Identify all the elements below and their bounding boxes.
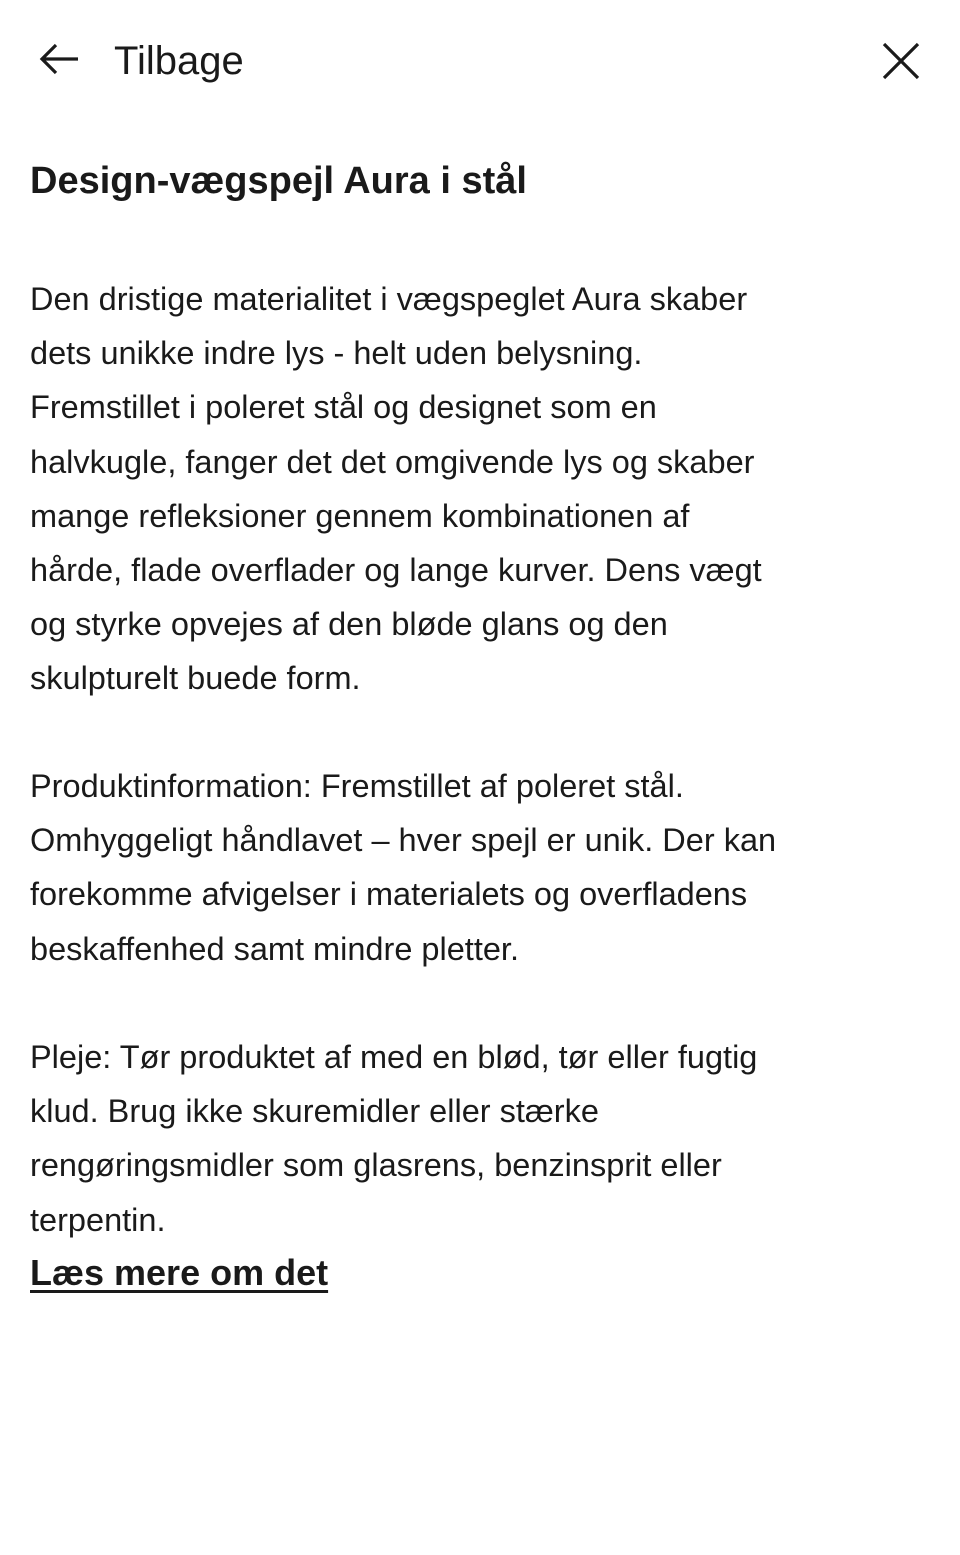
close-icon bbox=[878, 38, 924, 84]
text-line: Den dristige materialitet i vægspeglet Aura skaber bbox=[30, 281, 748, 317]
text-line: mange refleksioner gennem kombinationen af bbox=[30, 497, 690, 534]
read-more-link[interactable]: Læs mere om det bbox=[30, 1252, 329, 1293]
product-title: Design-vægspejl Aura i stål bbox=[30, 160, 527, 202]
header bbox=[0, 0, 960, 120]
text-line: Fremstillet i poleret stål og designet som en bbox=[30, 389, 657, 426]
text-line: forekomme afvigelser i materialets og overfladens bbox=[30, 876, 748, 913]
text-line: hårde, flade overflader og lange kurver. Dens vægt bbox=[30, 552, 762, 589]
back-button[interactable] bbox=[36, 36, 244, 87]
text-line: halvkugle, fanger det det omgivende lys og skaber bbox=[30, 443, 755, 480]
text-line: rengøringsmidler som glasrens, benzinsprit eller bbox=[30, 1147, 722, 1184]
arrow-left-icon bbox=[36, 36, 82, 87]
text-line: Produktinformation: Fremstillet af poleret stål. bbox=[30, 768, 684, 804]
care-paragraph bbox=[30, 1030, 757, 1247]
text-line: klud. Brug ikke skuremidler eller stærke bbox=[30, 1093, 599, 1130]
product-info-paragraph bbox=[30, 759, 776, 976]
text-line: Omhyggeligt håndlavet – hver spejl er unik. Der kan bbox=[30, 822, 777, 859]
text-line: beskaffenhed samt mindre pletter. bbox=[30, 930, 519, 967]
text-line: Pleje: Tør produktet af med en blød, tør eller fugtig bbox=[30, 1039, 758, 1075]
back-label: Tilbage bbox=[114, 39, 244, 83]
text-line: og styrke opvejes af den bløde glans og den bbox=[30, 606, 668, 643]
text-line: dets unikke indre lys - helt uden belysning. bbox=[30, 335, 643, 372]
close-button[interactable] bbox=[878, 38, 924, 84]
description-paragraph bbox=[30, 272, 762, 706]
text-line: terpentin. bbox=[30, 1201, 166, 1238]
text-line: skulpturelt buede form. bbox=[30, 660, 361, 697]
